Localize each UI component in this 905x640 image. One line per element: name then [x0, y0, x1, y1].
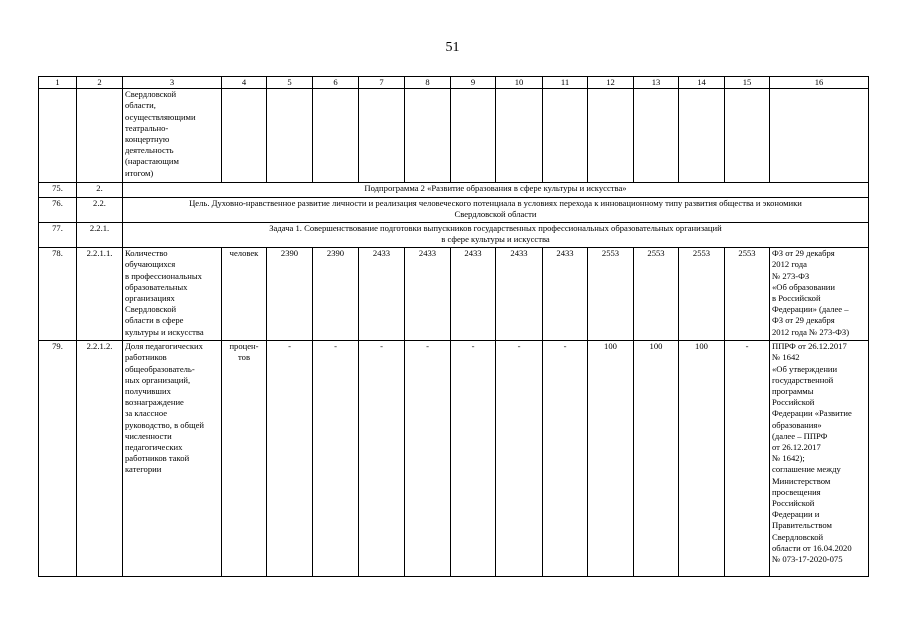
column-number: 14	[679, 77, 725, 89]
cell-num: 78.	[39, 248, 77, 341]
column-number: 12	[588, 77, 634, 89]
cell-indicator: Количество обучающихся в профессиональных образовательных организациях Свердловской области в сфере культуры и искусства	[123, 248, 222, 341]
cell-value: -	[313, 341, 359, 577]
column-number: 7	[359, 77, 405, 89]
cell-unit	[222, 89, 267, 183]
cell-value: 2433	[543, 248, 588, 341]
column-number: 3	[123, 77, 222, 89]
goal-text: Цель. Духовно-нравственное развитие личности и реализация человеческого потенциала в условиях перехода к инновационному типу развития общества и экономики Свердловской области	[123, 198, 869, 223]
cell-value	[359, 89, 405, 183]
table-row-77	[39, 223, 869, 248]
cell-unit: процен- тов	[222, 341, 267, 577]
cell-num	[39, 89, 77, 183]
cell-value	[679, 89, 725, 183]
column-number: 2	[77, 77, 123, 89]
cell-value	[588, 89, 634, 183]
column-number: 1	[39, 77, 77, 89]
cell-value: 2433	[359, 248, 405, 341]
cell-value: -	[725, 341, 770, 577]
cell-value: 2433	[405, 248, 451, 341]
cell-value: 2553	[588, 248, 634, 341]
cell-value	[543, 89, 588, 183]
cell-unit: человек	[222, 248, 267, 341]
cell-value: -	[405, 341, 451, 577]
cell-value: -	[267, 341, 313, 577]
cell-value: -	[451, 341, 496, 577]
column-number: 8	[405, 77, 451, 89]
cell-code: 2.2.1.1.	[77, 248, 123, 341]
cell-value: 2390	[267, 248, 313, 341]
cell-value	[725, 89, 770, 183]
table-row-continued	[39, 89, 869, 183]
column-number: 11	[543, 77, 588, 89]
cell-code: 2.2.1.	[77, 223, 123, 248]
cell-code: 2.2.	[77, 198, 123, 223]
table-row-76	[39, 198, 869, 223]
cell-value	[451, 89, 496, 183]
cell-value	[313, 89, 359, 183]
cell-num: 76.	[39, 198, 77, 223]
task-text: Задача 1. Совершенствование подготовки выпускников государственных профессиональных образовательных организаций в сфере культуры и искусства	[123, 223, 869, 248]
cell-value	[267, 89, 313, 183]
cell-code	[77, 89, 123, 183]
cell-num: 77.	[39, 223, 77, 248]
cell-value: 2553	[634, 248, 679, 341]
cell-indicator: Свердловской области, осуществляющими театрально- концертную деятельность (нарастающим итогом)	[123, 89, 222, 183]
column-number-row	[39, 77, 869, 89]
cell-value	[496, 89, 543, 183]
cell-value: 2433	[451, 248, 496, 341]
cell-num: 79.	[39, 341, 77, 577]
cell-value	[405, 89, 451, 183]
column-number: 15	[725, 77, 770, 89]
cell-num: 75.	[39, 183, 77, 198]
cell-value: -	[359, 341, 405, 577]
table-row-79	[39, 341, 869, 577]
cell-value: 2553	[679, 248, 725, 341]
table-row-78	[39, 248, 869, 341]
cell-code: 2.	[77, 183, 123, 198]
cell-value: 100	[634, 341, 679, 577]
cell-value	[634, 89, 679, 183]
indicators-table	[38, 76, 869, 577]
cell-value: 100	[679, 341, 725, 577]
cell-value: 2390	[313, 248, 359, 341]
cell-value: 2433	[496, 248, 543, 341]
cell-source	[770, 89, 869, 183]
cell-source: ФЗ от 29 декабря 2012 года № 273-ФЗ «Об образовании в Российской Федерации» (далее – ФЗ от 29 декабря 2012 года № 273-ФЗ)	[770, 248, 869, 341]
cell-value: -	[543, 341, 588, 577]
cell-indicator: Доля педагогических работников общеобразователь- ных организаций, получивших вознаграждение за классное руководство, в общей численности педагогических работников такой категории	[123, 341, 222, 577]
column-number: 4	[222, 77, 267, 89]
column-number: 10	[496, 77, 543, 89]
cell-value: -	[496, 341, 543, 577]
subprogram-title: Подпрограмма 2 «Развитие образования в сфере культуры и искусства»	[123, 183, 869, 198]
column-number: 6	[313, 77, 359, 89]
cell-value: 2553	[725, 248, 770, 341]
column-number: 9	[451, 77, 496, 89]
column-number: 16	[770, 77, 869, 89]
cell-source: ППРФ от 26.12.2017 № 1642 «Об утверждении государственной программы Российской Федерации «Развитие образования» (далее – ППРФ от 26.12.2017 № 1642); соглашение между Министерством просвещения Российской Федерации и Правительством Свердловской области от 16.04.2020 № 073-17-2020-075	[770, 341, 869, 577]
column-number: 5	[267, 77, 313, 89]
cell-code: 2.2.1.2.	[77, 341, 123, 577]
page-number: 51	[445, 40, 460, 55]
table-row-75	[39, 183, 869, 198]
cell-value: 100	[588, 341, 634, 577]
column-number: 13	[634, 77, 679, 89]
